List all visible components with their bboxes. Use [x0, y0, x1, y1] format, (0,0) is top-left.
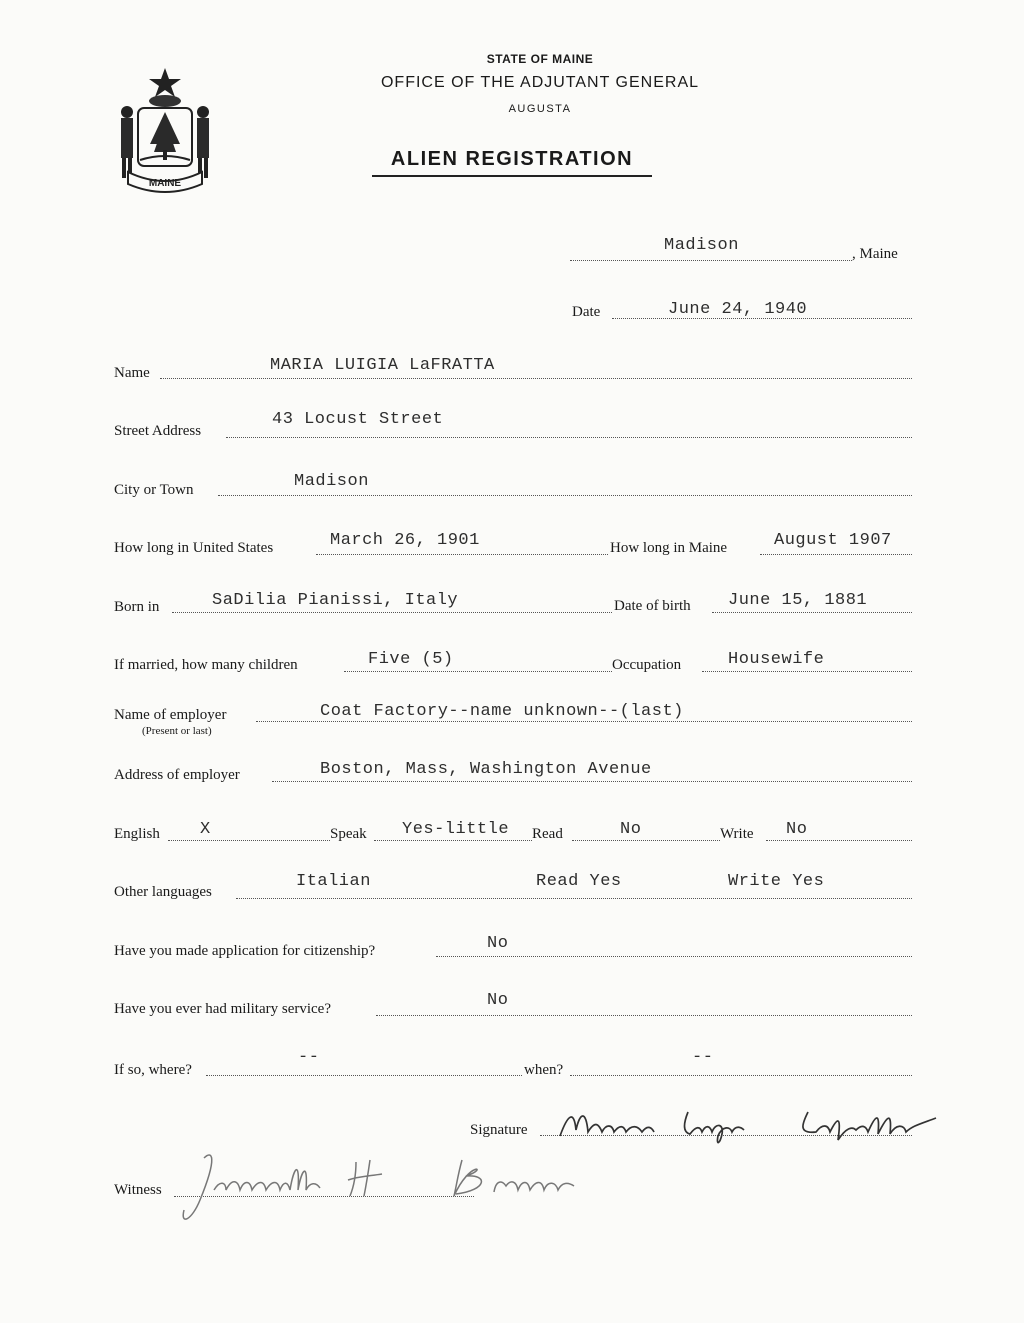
occupation-value: Housewife — [728, 650, 825, 669]
speak-label: Speak — [330, 826, 367, 842]
when-label: when? — [524, 1062, 564, 1078]
citizenship-label: Have you made application for citizenship? — [114, 943, 376, 959]
name-label: Name — [114, 365, 150, 381]
dob-line — [712, 612, 912, 613]
other-write-value: Write Yes — [728, 872, 825, 891]
occupation-label: Occupation — [612, 657, 682, 673]
street-line — [226, 437, 912, 438]
english-label: English — [114, 826, 160, 842]
name-line — [160, 378, 912, 379]
dob-value: June 15, 1881 — [728, 591, 868, 610]
how-long-us-label: How long in United States — [114, 540, 274, 556]
street-value: 43 Locust Street — [272, 410, 444, 429]
citizenship-line — [436, 956, 912, 957]
header-city: AUGUSTA — [508, 103, 572, 115]
write-value: No — [786, 820, 808, 839]
where-label: If so, where? — [114, 1062, 192, 1078]
date-label: Date — [572, 304, 601, 320]
other-languages-value: Italian — [296, 872, 371, 891]
dob-label: Date of birth — [614, 598, 691, 614]
town-line — [570, 260, 852, 261]
write-label: Write — [720, 826, 754, 842]
military-label: Have you ever had military service? — [114, 1001, 331, 1017]
how-long-us-line — [316, 554, 608, 555]
when-line — [570, 1075, 912, 1076]
other-languages-label: Other languages — [114, 884, 212, 900]
occupation-line — [702, 671, 912, 672]
date-value: June 24, 1940 — [668, 300, 808, 319]
write-line — [766, 840, 912, 841]
read-label: Read — [532, 826, 563, 842]
witness-label: Witness — [114, 1182, 162, 1198]
svg-text:MAINE: MAINE — [148, 178, 182, 189]
english-line — [168, 840, 330, 841]
speak-line — [374, 840, 532, 841]
town-value: Madison — [664, 236, 739, 255]
witness-handwriting — [170, 1140, 610, 1230]
maine-state-seal — [110, 64, 220, 194]
employer-address-value: Boston, Mass, Washington Avenue — [320, 760, 652, 779]
employer-sub-label: (Present or last) — [142, 725, 212, 737]
children-value: Five (5) — [368, 650, 454, 669]
form-title: ALIEN REGISTRATION — [372, 148, 652, 177]
military-value: No — [487, 991, 509, 1010]
employer-line — [256, 721, 912, 722]
where-line — [206, 1075, 522, 1076]
employer-address-line — [272, 781, 912, 782]
city-value: Madison — [294, 472, 369, 491]
street-label: Street Address — [114, 423, 202, 439]
header-office: OFFICE OF THE ADJUTANT GENERAL — [380, 74, 700, 91]
other-languages-line — [236, 898, 912, 899]
born-in-line — [172, 612, 612, 613]
header-state: STATE OF MAINE — [486, 52, 594, 66]
when-value: -- — [692, 1048, 714, 1067]
employer-label: Name of employer — [114, 707, 227, 723]
read-line — [572, 840, 720, 841]
how-long-maine-value: August 1907 — [774, 531, 892, 550]
town-suffix-label: , Maine — [852, 246, 898, 262]
employer-value: Coat Factory--name unknown--(last) — [320, 702, 684, 721]
english-value: X — [200, 820, 211, 839]
how-long-maine-line — [760, 554, 912, 555]
name-value: MARIA LUIGIA LaFRATTA — [270, 356, 495, 375]
citizenship-value: No — [487, 934, 509, 953]
speak-value: Yes-little — [402, 820, 510, 839]
employer-address-label: Address of employer — [114, 767, 240, 783]
how-long-maine-label: How long in Maine — [610, 540, 728, 556]
how-long-us-value: March 26, 1901 — [330, 531, 480, 550]
city-line — [218, 495, 912, 496]
children-line — [344, 671, 612, 672]
children-label: If married, how many children — [114, 657, 298, 673]
city-label: City or Town — [114, 482, 194, 498]
read-value: No — [620, 820, 642, 839]
where-value: -- — [298, 1048, 320, 1067]
other-read-value: Read Yes — [536, 872, 622, 891]
born-in-value: SaDilia Pianissi, Italy — [212, 591, 459, 610]
signature-label: Signature — [470, 1122, 528, 1138]
military-line — [376, 1015, 912, 1016]
born-in-label: Born in — [114, 599, 160, 615]
